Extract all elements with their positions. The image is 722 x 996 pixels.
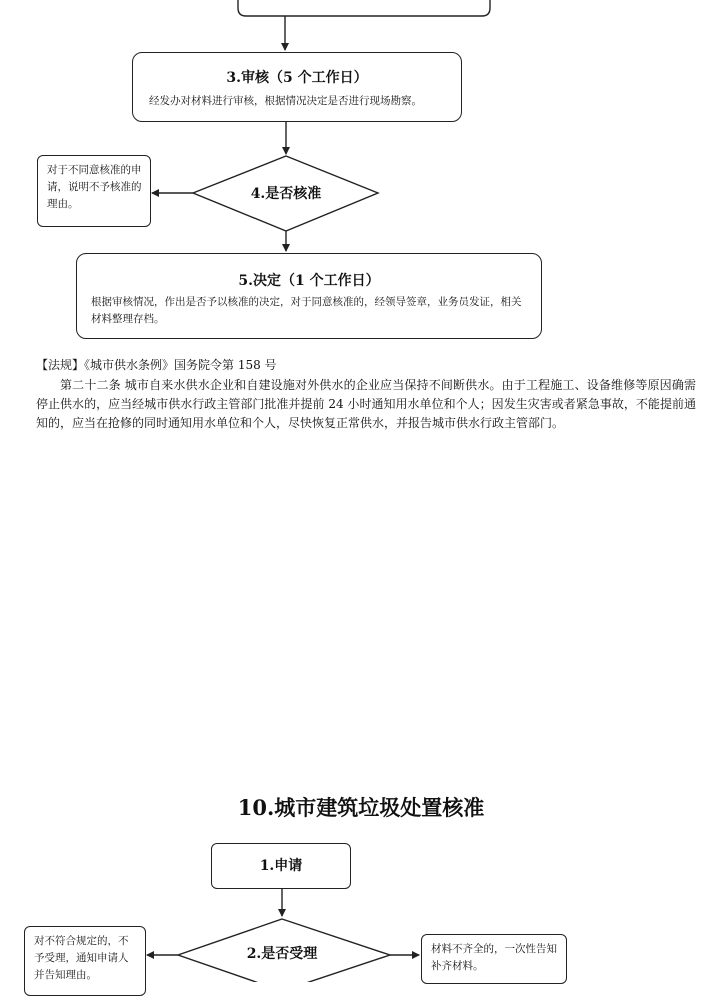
s10-step2-label: 2.是否受理 [246, 946, 318, 962]
regulation-citation: 【法规】《城市供水条例》国务院令第 158 号 [36, 358, 277, 372]
step4-left-note: 对于不同意核准的申请，说明不予核准的理由。 [37, 155, 151, 227]
step5-desc: 根据审核情况，作出是否予以核准的决定，对于同意核准的，经领导签章，业务员发证，相关材料整理存档。 [91, 296, 522, 325]
s10-step1-label: 1.申请 [259, 858, 303, 874]
step5-box [76, 253, 542, 339]
s10-right-note: 材料不齐全的，一次性告知补齐材料。 [421, 934, 567, 984]
step3-box [132, 52, 462, 122]
step3-title: 3.审核（5 个工作日） [226, 70, 368, 86]
regulation-body: 第二十二条 城市自来水供水企业和自建设施对外供水的企业应当保持不间断供水。由于工程施工、设备维修等原因确需停止供水的，应当经城市供水行政主管部门批准并提前 24 小时通知用水单位和个人；因发生灾害或者紧急事故，不能提前通知的，应当在抢修的同时通知用水单位和个人，尽快恢复正常供水，并报告城市供水行政主管部门。 [36, 378, 696, 430]
section10-heading: 10.城市建筑垃圾处置核准 [237, 795, 485, 820]
step4-label: 4.是否核准 [250, 186, 322, 202]
step3-desc: 经发办对材料进行审核，根据情况决定是否进行现场勘察。 [149, 95, 422, 107]
s10-left-note: 对不符合规定的，不予受理，通知申请人并告知理由。 [24, 926, 146, 996]
step5-title: 5.决定（1 个工作日） [238, 273, 380, 289]
s10-step1-box [211, 843, 351, 889]
step2-box-bottom-edge [238, 0, 490, 16]
